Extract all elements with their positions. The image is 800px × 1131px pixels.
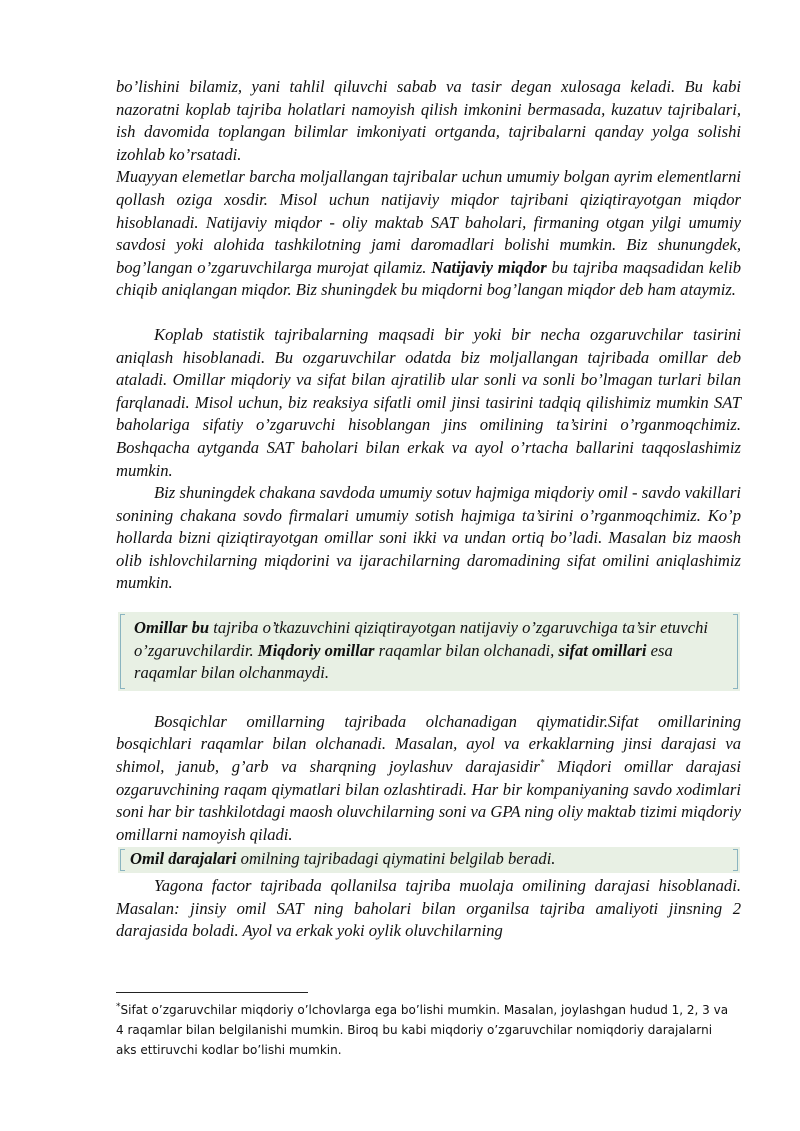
paragraph-1: bo’lishini bilamiz, yani tahlil qiluvchi sabab va tasir degan xulosaga keladi. Bu kabi nazoratni koplab tajriba holatlari namoyish qilish imkonini bermasada, kuzatuv tajribalari, ish davomida toplangan bilimlar imkoniyati ortganda, tajribalarni qanday yolga solishi izohlab ko’rsatadi. xyxy=(116,77,741,164)
paragraph-5-tail: Miqdori omillar darajasi ozgaruvchining raqam qiymatlari bilan ozlashtiradi. Har bir kompaniyaning savdo xodimlari soni har bir tashkilotdagi maosh oluvchilarning soni va GPA ning oliy maktab tizimi miqdoriy omillarni namoyish qiladi. xyxy=(116,757,741,844)
term-sifat-omillari: sifat omillari xyxy=(558,640,647,660)
callout-text-3: esa raqamlar bilan olchanmaydi. xyxy=(134,640,673,683)
paragraph-2 xyxy=(116,166,741,302)
callout-text-1: omilning tajribadagi qiymatini belgilab beradi. xyxy=(236,849,556,869)
bracket-right-icon xyxy=(733,849,738,871)
term-omillar: Omillar bu xyxy=(134,618,210,638)
paragraph-5 xyxy=(116,711,741,847)
callout-text-1: tajriba o’tkazuvchini qiziqtirayotgan natijaviy o’zgaruvchiga ta’sir etuvchi o’zgaruvchilardir. xyxy=(134,618,708,660)
paragraph-6: Yagona factor tajribada qollanilsa tajriba muolaja omilining darajasi hisoblanadi. Masalan: jinsiy omil SAT ning baholari bilan organilsa tajriba amaliyoti jinsning 2 darajasida boladi. Ayol va erkak yoki oylik oluvchilarning xyxy=(116,876,741,941)
callout-text xyxy=(130,848,720,871)
paragraph-2-tail: bu tajriba maqsadidan kelib chiqib aniqlangan miqdor. Biz shuningdek bu miqdorni bog’langan miqdor deb ham ataymiz. xyxy=(116,257,741,300)
callout-text xyxy=(134,617,720,685)
footnote-text: Sifat o’zgaruvchilar miqdoriy o’lchovlarga ega bo’lishi mumkin. Masalan, joylashgan hudud 1, 2, 3 va 4 raqamlar bilan belgilanishi mumkin. Biroq bu kabi miqdoriy o’zgaruvchilar nomiqdoriy darajalarni aks ettiruvchi kodlar bo’lishi mumkin. xyxy=(116,1003,729,1057)
term-miqdoriy-omillar: Miqdoriy omillar xyxy=(257,640,375,660)
footnote-divider xyxy=(116,992,308,993)
term-omil-darajalari: Omil darajalari xyxy=(130,849,237,869)
paragraph-3: Koplab statistik tajribalarning maqsadi bir yoki bir necha ozgaruvchilar tasirini aniqlash hisoblanadi. Bu ozgaruvchilar odatda biz moljallangan tajribada omillar deb ataladi. Omillar miqdoriy va sifat bilan ajratilib ular sonli va sonli bo’lmagan turlari bilan farqlanadi. Misol uchun, biz reaksiya sifatli omil jinsi tasirini tadqiq qilishimiz mumkin SAT baholariga sifatiy o’zgaruvchi hisoblangan jins omilining ta’sirini o’rganmoqchimiz. Boshqacha aytganda SAT baholari bilan erkak va ayol o’rtacha ballarini taqqoslashimiz mumkin. xyxy=(116,324,741,480)
footnote-mark: * xyxy=(116,1002,121,1012)
paragraph-5-text: Bosqichlar omillarning tajribada olchanadigan qiymatidir.Sifat omillarining bosqichlari raqamlar bilan olchanadi. Masalan, ayol va erkaklarning jinsi darajasi va shimol, janub, g’arb va sharqning joylashuv darajasidir xyxy=(116,711,741,777)
body-text xyxy=(116,76,741,943)
paragraph-4: Biz shuningdek chakana savdoda umumiy sotuv hajmiga miqdoriy omil - savdo vakillari sonining chakana sovdo firmalari umumiy sotish hajmiga ta’sirini o’rganmoqchimiz. Ko’p hollarda bizni qiziqtirayotgan omillar soni ikki va undan ortiq bo’ladi. Masalan biz maosh olib ishlovchilarning miqdorini va ijarachilarning daromadining sifat omilini aniqlashimiz mumkin. xyxy=(116,483,741,593)
paragraph-2-text: Muayyan elemetlar barcha moljallangan tajribalar uchun umumiy bolgan ayrim elementlarni qollash oziga xosdir. Misol uchun natijaviy miqdor tajribani qiziqtirayotgan miqdor hisoblanadi. Natijaviy miqdor - oliy maktab SAT baholari, firmaning otgan yilgi umumiy savdosi yoki alohida tashkilotning jami daromadlari bolishi mumkin. Biz shunungdek, bog’langan o’zgaruvchilarga murojat qilamiz. xyxy=(116,167,741,277)
term-natijaviy-miqdor: Natijaviy miqdor xyxy=(431,257,547,277)
bracket-left-icon xyxy=(120,849,125,871)
bracket-right-icon xyxy=(733,614,738,689)
footnote-reference[interactable]: * xyxy=(539,757,545,768)
definition-callout-omillar xyxy=(118,612,740,691)
bracket-left-icon xyxy=(120,614,125,689)
callout-text-2: raqamlar bilan olchanadi, xyxy=(374,640,559,660)
definition-callout-omil-darajalari xyxy=(118,847,740,873)
footnote xyxy=(116,1000,736,1060)
